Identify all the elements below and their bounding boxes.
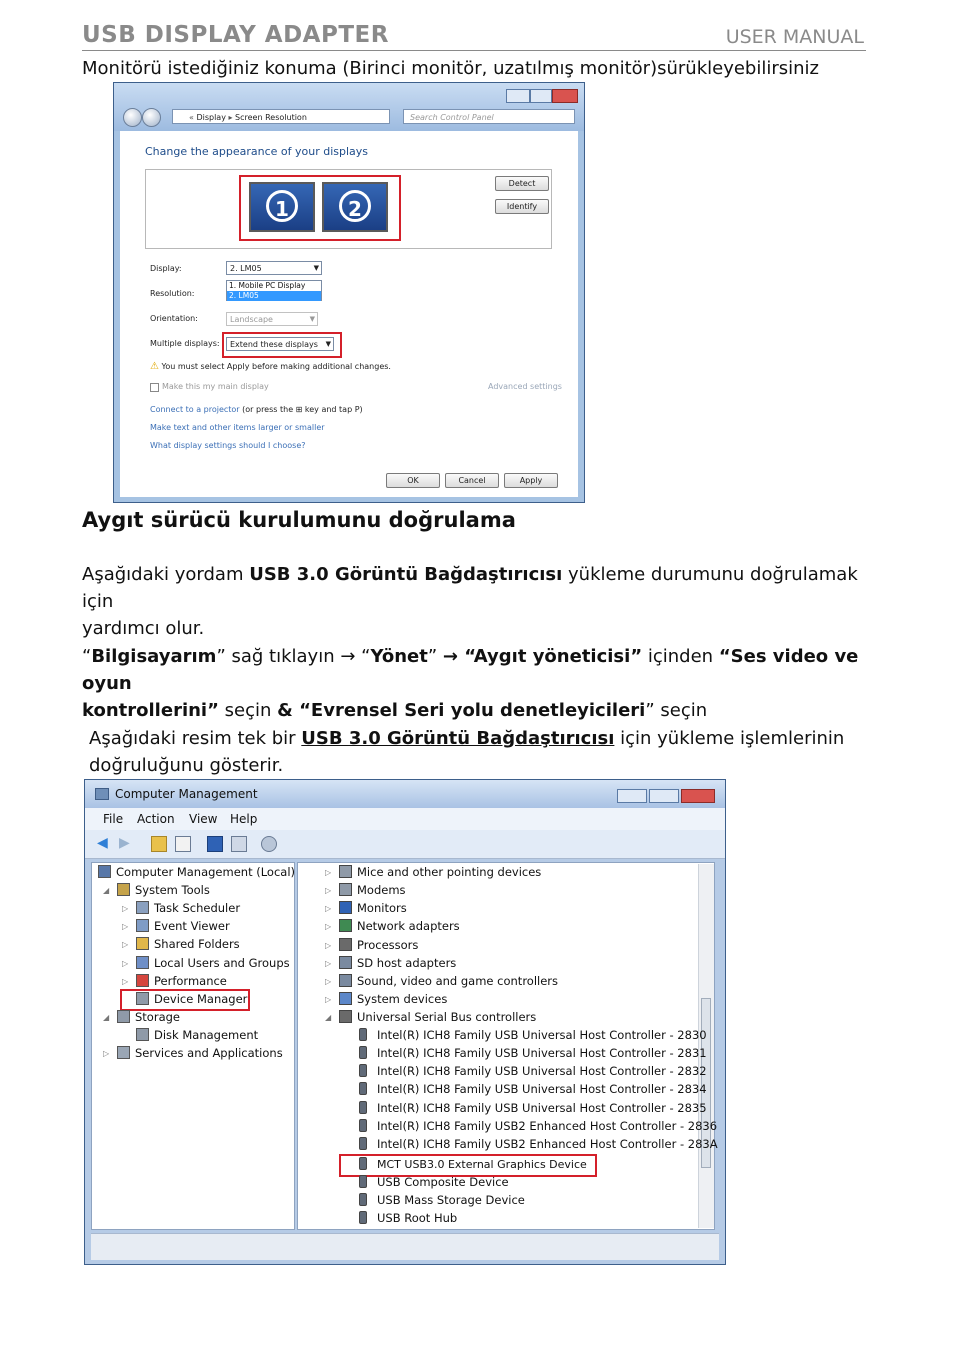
tree-category-network-adapters[interactable] <box>339 919 460 933</box>
tree-item-label: Sound, video and game controllers <box>357 973 559 988</box>
projector-hint-tail: key and tap P) <box>304 405 363 414</box>
tree-item-label: Intel(R) ICH8 Family USB2 Enhanced Host Controller - 2836 <box>377 1118 718 1133</box>
display-select-value: 2. LM05 <box>230 264 262 273</box>
monitors-icon <box>339 901 352 914</box>
minimize-icon[interactable] <box>506 89 530 103</box>
text-run: için yükleme işlemlerinin <box>614 728 845 749</box>
maximize-icon[interactable] <box>530 89 552 103</box>
tree-item-label: Intel(R) ICH8 Family USB Universal Host Controller - 2835 <box>377 1100 707 1115</box>
text-bold: → “Aygıt yöneticisi” <box>442 646 643 667</box>
tree-item-label: Performance <box>154 973 227 988</box>
text-run: “ <box>82 646 92 667</box>
dropdown-option[interactable]: 1. Mobile PC Display <box>229 281 306 290</box>
tree-item-label: Monitors <box>357 901 407 916</box>
search-input[interactable]: Search Control Panel <box>403 109 575 124</box>
main-display-label: Make this my main display <box>162 382 269 391</box>
expand-toggle-icon[interactable]: ▷ <box>325 922 332 932</box>
windows-key-icon: ⊞ <box>295 405 303 414</box>
shared-folders-icon <box>136 937 149 950</box>
properties-icon[interactable] <box>231 836 247 852</box>
text-run: ” seçin <box>645 700 708 721</box>
back-icon[interactable] <box>123 108 142 127</box>
tree-item-shared-folders[interactable] <box>136 937 240 951</box>
expand-toggle-icon[interactable]: ▷ <box>325 976 332 986</box>
task-scheduler-icon <box>136 901 149 914</box>
tree-item-label: Computer Management (Local) <box>116 865 296 879</box>
menu-view[interactable]: View <box>189 812 218 826</box>
tree-item-label: USB Mass Storage Device <box>377 1192 525 1207</box>
minimize-icon[interactable] <box>617 789 647 803</box>
tree-category-sd-host-adapters[interactable] <box>339 956 456 970</box>
services-applications-icon <box>117 1046 130 1059</box>
local-users-groups-icon <box>136 956 149 969</box>
orientation-label: Orientation: <box>150 314 198 323</box>
usb-plug-icon <box>359 1175 367 1188</box>
expand-toggle-icon[interactable]: ▷ <box>325 868 332 877</box>
toolbar <box>85 830 725 859</box>
forward-arrow-icon[interactable]: ▶ <box>119 835 130 851</box>
tree-item-storage[interactable] <box>117 1010 180 1024</box>
help-icon[interactable] <box>207 836 223 852</box>
event-viewer-icon <box>136 919 149 932</box>
tree-device-usb[interactable] <box>359 1137 718 1151</box>
menu-file[interactable]: File <box>103 812 124 826</box>
text-bold: Bilgisayarım <box>91 646 217 667</box>
monitor-number: 2 <box>339 190 371 222</box>
monitor-2[interactable] <box>322 182 388 232</box>
tree-item-event-viewer[interactable] <box>136 919 230 933</box>
document-title: USB DISPLAY ADAPTER <box>82 22 389 48</box>
warning-message <box>150 361 391 372</box>
expand-toggle-icon[interactable]: ▷ <box>325 940 332 950</box>
expand-toggle-icon[interactable]: ▷ <box>103 1049 110 1058</box>
maximize-icon[interactable] <box>649 789 679 803</box>
close-icon[interactable] <box>552 89 578 103</box>
orientation-select-value: Landscape <box>230 315 273 324</box>
tree-item-label: System Tools <box>135 883 210 898</box>
multiple-displays-select[interactable] <box>226 337 334 351</box>
ok-button[interactable]: OK <box>386 473 440 488</box>
apply-button[interactable]: Apply <box>504 473 558 488</box>
tree-device-usb[interactable] <box>359 1028 707 1042</box>
main-display-checkbox[interactable] <box>150 383 159 392</box>
usb-plug-icon <box>359 1101 367 1114</box>
tree-device-mct-usb30-graphics[interactable] <box>359 1157 587 1171</box>
cancel-button[interactable]: Cancel <box>445 473 499 488</box>
tree-device-usb[interactable] <box>359 1119 717 1133</box>
tree-item-label: Modems <box>357 883 406 898</box>
modems-icon <box>339 883 352 896</box>
show-hide-tree-icon[interactable] <box>175 836 191 852</box>
window-title: Computer Management <box>115 787 258 801</box>
text-size-link[interactable]: Make text and other items larger or smaller <box>150 423 325 432</box>
usb-plug-icon <box>359 1064 367 1077</box>
tree-item-label: Services and Applications <box>135 1046 283 1060</box>
text-run: seçin <box>218 700 278 721</box>
tree-category-sound-video-game[interactable] <box>339 974 558 988</box>
network-adapters-icon <box>339 919 352 932</box>
paragraph-procedure <box>82 561 882 642</box>
address-bar[interactable]: « Display ▸ Screen Resolution <box>172 109 390 124</box>
tree-item-disk-management[interactable] <box>136 1028 258 1042</box>
tree-item-label: USB Composite Device <box>377 1174 509 1189</box>
detect-button[interactable]: Detect <box>495 176 549 191</box>
expand-toggle-icon[interactable]: ▷ <box>325 904 332 914</box>
screen-resolution-window <box>113 82 585 503</box>
text-bold-underlined: USB 3.0 Görüntü Bağdaştırıcısı <box>301 728 615 749</box>
system-tools-icon <box>117 883 130 896</box>
tree-device-usb[interactable] <box>359 1046 707 1060</box>
display-dropdown-list[interactable] <box>226 280 322 301</box>
tree-device-usb[interactable] <box>359 1101 707 1115</box>
tree-item-services-applications[interactable] <box>117 1046 283 1060</box>
expand-toggle-icon[interactable]: ▷ <box>122 922 129 932</box>
tree-item-label: Storage <box>135 1009 180 1024</box>
tree-item-label: Intel(R) ICH8 Family USB Universal Host Controller - 2832 <box>377 1064 707 1079</box>
display-select[interactable] <box>226 261 322 275</box>
breadcrumb-screen-resolution[interactable]: Screen Resolution <box>235 113 307 122</box>
text-run: Aşağıdaki yordam <box>82 564 250 585</box>
usb-plug-icon <box>359 1211 367 1224</box>
mice-icon <box>339 865 352 878</box>
warning-icon: ⚠ <box>150 361 159 372</box>
expand-toggle-icon[interactable]: ▷ <box>122 958 129 968</box>
section-heading: Aygıt sürücü kurulumunu doğrulama <box>82 508 516 532</box>
computer-management-icon <box>95 788 109 800</box>
storage-icon <box>117 1010 130 1023</box>
disk-management-icon <box>136 1028 149 1041</box>
tree-item-label: Intel(R) ICH8 Family USB Universal Host Controller - 2830 <box>377 1028 707 1042</box>
text-bold: USB 3.0 Görüntü Bağdaştırıcısı <box>249 564 563 585</box>
tree-category-usb-controllers[interactable] <box>339 1010 536 1024</box>
tree-item-label: Intel(R) ICH8 Family USB Universal Host Controller - 2834 <box>377 1082 707 1097</box>
text-bold: kontrollerini” <box>82 700 219 721</box>
text-run: ” sağ tıklayın → “ <box>216 646 371 667</box>
connect-projector-link[interactable]: Connect to a projector <box>150 405 240 414</box>
tree-item-label: Universal Serial Bus controllers <box>357 1010 537 1025</box>
close-icon[interactable] <box>681 789 715 803</box>
usb-plug-icon <box>359 1046 367 1059</box>
tree-category-system-devices[interactable] <box>339 992 447 1006</box>
expand-toggle-icon[interactable]: ▷ <box>122 940 129 950</box>
paragraph-figure-caption <box>89 725 889 779</box>
text-bold: Yönet <box>370 646 428 667</box>
tree-device-usb[interactable] <box>359 1082 707 1096</box>
sound-video-game-icon <box>339 974 352 987</box>
display-label: Display: <box>150 264 182 273</box>
breadcrumb-display[interactable]: Display <box>196 113 226 122</box>
performance-icon <box>136 974 149 987</box>
expand-toggle-icon[interactable]: ▷ <box>325 995 332 1005</box>
tree-item-performance[interactable] <box>136 974 227 988</box>
tree-category-monitors[interactable] <box>339 901 407 915</box>
text-run: doğruluğunu gösterir. <box>89 755 284 776</box>
tree-item-label: Shared Folders <box>154 937 240 952</box>
tree-item-label: Intel(R) ICH8 Family USB2 Enhanced Host Controller - 283A <box>377 1136 718 1151</box>
tree-device-usb[interactable] <box>359 1175 509 1189</box>
tree-item-label: Intel(R) ICH8 Family USB Universal Host Controller - 2831 <box>377 1046 707 1061</box>
dropdown-option-selected[interactable]: 2. LM05 <box>227 291 321 301</box>
chevron-down-icon: ▼ <box>313 264 319 272</box>
system-devices-icon <box>339 992 352 1005</box>
sd-host-adapters-icon <box>339 956 352 969</box>
intro-paragraph: Monitörü istediğiniz konuma (Birinci monitör, uzatılmış monitör)sürükleyebilirsiniz <box>82 58 819 79</box>
tree-category-mice[interactable] <box>339 865 541 879</box>
multiple-displays-label: Multiple displays: <box>150 339 220 348</box>
text-run: ” <box>427 646 443 667</box>
tree-category-modems[interactable] <box>339 883 406 897</box>
usb-controllers-icon <box>339 1010 352 1023</box>
usb-plug-icon <box>359 1028 367 1041</box>
usb-plug-icon <box>359 1082 367 1095</box>
tree-item-label: Device Manager <box>154 991 248 1006</box>
multiple-displays-select-value: Extend these displays <box>230 340 318 349</box>
monitor-number: 1 <box>266 190 298 222</box>
up-folder-icon[interactable] <box>151 836 167 852</box>
tree-device-usb[interactable] <box>359 1211 457 1225</box>
menu-action[interactable]: Action <box>137 812 175 826</box>
tree-item-label: Disk Management <box>154 1027 259 1042</box>
tree-root-computer-management[interactable] <box>98 865 295 879</box>
tree-item-label: MCT USB3.0 External Graphics Device <box>377 1157 587 1171</box>
page-title: Change the appearance of your displays <box>145 145 369 158</box>
resolution-label: Resolution: <box>150 289 195 298</box>
expand-toggle-icon[interactable]: ▷ <box>122 976 129 986</box>
text-run: içinden <box>642 646 719 667</box>
monitor-1[interactable] <box>249 182 315 232</box>
warning-text: You must select Apply before making additional changes. <box>161 362 391 371</box>
expand-toggle-icon[interactable]: ◢ <box>103 1012 110 1022</box>
tree-item-system-tools[interactable] <box>117 883 210 897</box>
identify-button[interactable]: Identify <box>495 199 549 214</box>
expand-toggle-icon[interactable]: ◢ <box>103 886 110 896</box>
tree-device-usb[interactable] <box>359 1193 525 1207</box>
expand-toggle-icon[interactable]: ▷ <box>122 904 129 914</box>
orientation-select[interactable] <box>226 312 318 326</box>
tree-item-label: USB Root Hub <box>377 1211 458 1225</box>
tree-item-local-users-groups[interactable] <box>136 956 290 970</box>
text-bold: & “Evrensel Seri yolu denetleyicileri <box>277 700 646 721</box>
window-titlebar <box>85 780 725 808</box>
tree-item-label: Network adapters <box>357 919 460 934</box>
page-header <box>82 22 866 51</box>
tree-item-label: Event Viewer <box>154 919 230 934</box>
chevron-down-icon: ▼ <box>309 315 315 323</box>
projector-hint: (or press the <box>242 405 294 414</box>
processors-icon <box>339 938 352 951</box>
paragraph-steps <box>82 643 882 724</box>
menu-bar <box>85 808 725 830</box>
tree-category-processors[interactable] <box>339 938 418 952</box>
text-run: yardımcı olur. <box>82 618 205 639</box>
usb-plug-icon <box>359 1137 367 1150</box>
tree-device-usb[interactable] <box>359 1064 707 1078</box>
status-bar <box>91 1233 719 1260</box>
forward-icon[interactable] <box>142 108 161 127</box>
computer-management-icon <box>98 865 111 878</box>
menu-help[interactable]: Help <box>230 812 258 826</box>
chevron-down-icon: ▼ <box>325 340 331 348</box>
tree-item-task-scheduler[interactable] <box>136 901 240 915</box>
text-bold: “Ses video ve oyun <box>82 646 859 694</box>
tree-item-label: SD host adapters <box>357 955 457 970</box>
expand-toggle-icon[interactable]: ▷ <box>325 886 332 896</box>
usb-plug-icon <box>359 1157 367 1170</box>
text-run: yükleme durumunu doğrulamak için <box>82 564 858 612</box>
usb-plug-icon <box>359 1193 367 1206</box>
back-arrow-icon[interactable]: ◀ <box>97 835 108 851</box>
tree-item-label: Processors <box>357 937 419 952</box>
tree-item-label: Local Users and Groups <box>154 955 290 970</box>
device-manager-icon <box>136 992 149 1005</box>
text-run: Aşağıdaki resim tek bir <box>89 728 302 749</box>
advanced-settings-link[interactable]: Advanced settings <box>488 382 562 391</box>
document-type: USER MANUAL <box>725 26 864 48</box>
usb-plug-icon <box>359 1119 367 1132</box>
scan-hardware-icon[interactable] <box>261 836 277 852</box>
display-help-link[interactable]: What display settings should I choose? <box>150 441 306 450</box>
expand-toggle-icon[interactable]: ◢ <box>325 1013 332 1023</box>
tree-item-label: Mice and other pointing devices <box>357 865 542 879</box>
projector-line <box>150 405 363 414</box>
tree-item-label: Task Scheduler <box>154 901 241 916</box>
expand-toggle-icon[interactable]: ▷ <box>325 958 332 968</box>
tree-item-label: System devices <box>357 992 448 1007</box>
window-titlebar <box>114 83 584 131</box>
tree-item-device-manager[interactable] <box>136 992 247 1006</box>
